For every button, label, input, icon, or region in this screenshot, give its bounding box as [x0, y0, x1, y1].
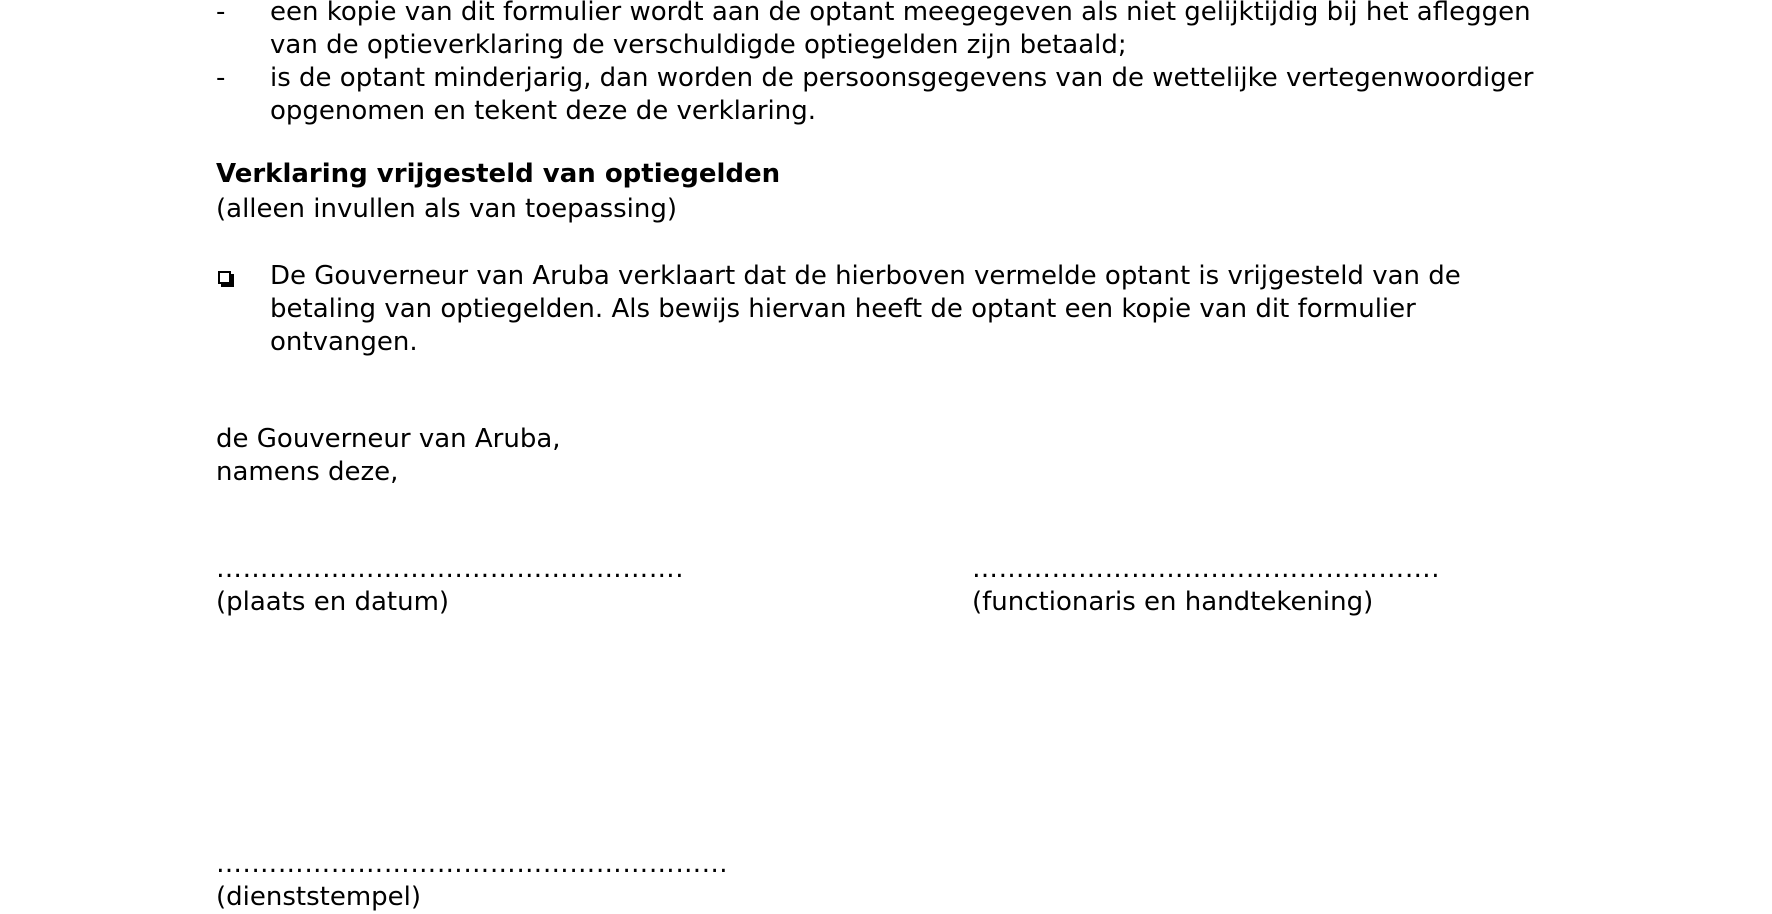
dash-bullet: -	[216, 63, 226, 93]
official-signature-field	[972, 553, 1440, 619]
signatory-block	[216, 423, 561, 489]
stamp-field	[216, 848, 728, 914]
exemption-subheading: (alleen invullen als van toepassing)	[216, 194, 678, 224]
place-date-field	[216, 553, 684, 619]
place-date-label: (plaats en datum)	[216, 587, 450, 617]
list-item-text: is de optant minderjarig, dan worden de persoonsgegevens van de wettelijke vertegenwoordiger opgenomen en tekent deze de verklaring.	[270, 63, 1534, 126]
stamp-dotted-line[interactable]: ….……………………………………………...	[216, 849, 729, 879]
signatory-line-1: de Gouverneur van Aruba,	[216, 424, 561, 454]
official-signature-label: (functionaris en handtekening)	[972, 587, 1374, 617]
checkbox-icon[interactable]	[218, 271, 231, 284]
signatory-line-2: namens deze,	[216, 457, 399, 487]
conditions-list	[216, 0, 1556, 128]
dash-bullet: -	[216, 0, 226, 27]
stamp-label: (dienststempel)	[216, 882, 422, 912]
exemption-statement	[216, 260, 1556, 359]
list-item	[216, 0, 1556, 62]
place-date-dotted-line[interactable]: ……………………….…………………….	[216, 554, 685, 584]
list-item	[216, 62, 1556, 128]
official-signature-dotted-line[interactable]: ……………………….…………………….	[972, 554, 1441, 584]
exemption-statement-text: De Gouverneur van Aruba verklaart dat de hierboven vermelde optant is vrijgesteld van de betaling van optiegelden. Als bewijs hiervan heeft de optant een kopie van dit formulier ontvangen.	[270, 261, 1461, 357]
exemption-heading: Verklaring vrijgesteld van optiegelden	[216, 159, 781, 189]
list-item-text: een kopie van dit formulier wordt aan de optant meegegeven als niet gelijktijdig bij het afleggen van de optieverklaring de verschuldigde optiegelden zijn betaald;	[270, 0, 1531, 60]
